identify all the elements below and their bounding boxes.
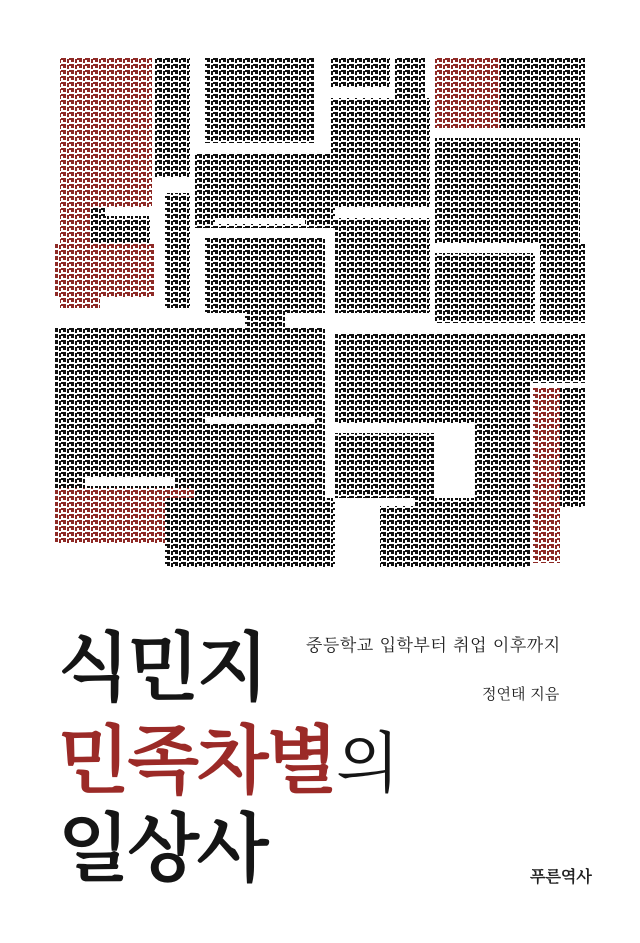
- title-line-2: [58, 718, 398, 804]
- publisher-logo: 푸른역사: [530, 867, 592, 886]
- title-line-1: 식민지: [58, 625, 267, 711]
- book-subtitle: 중등학교 입학부터 취업 이후까지: [306, 636, 561, 656]
- title-accent-word: 민족차별: [58, 718, 336, 804]
- author-credit: 정연태 지음: [482, 685, 560, 703]
- title-line-3: 일상사: [58, 806, 267, 892]
- title-suffix: 의: [335, 725, 398, 802]
- newsprint-lettering-artwork: [55, 58, 585, 568]
